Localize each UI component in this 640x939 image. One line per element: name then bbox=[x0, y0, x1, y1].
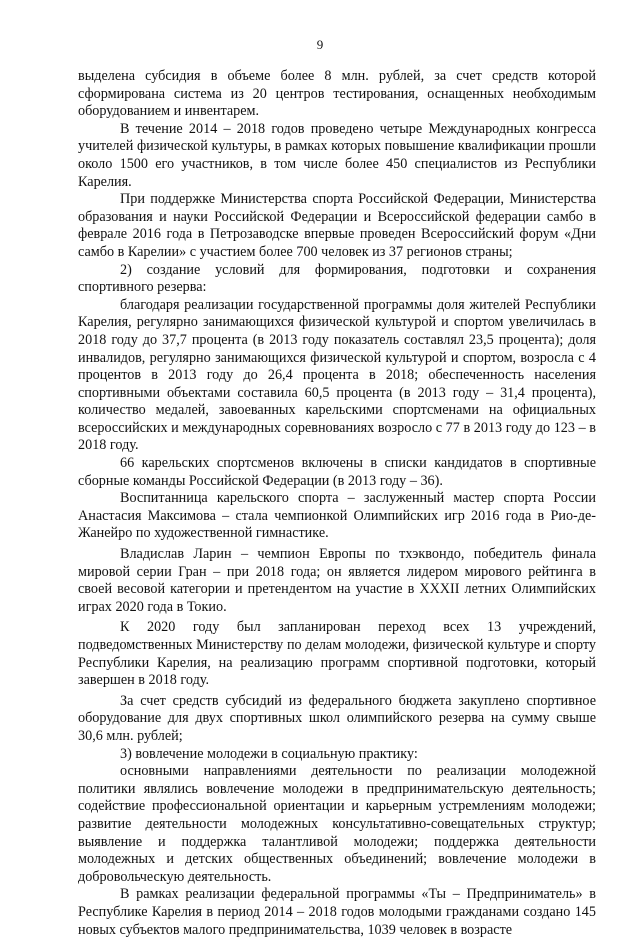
paragraph-entrepreneur-program: В рамках реализации федеральной программы «Ты – Предприниматель» в Республике Карелия в период 2014 – 2018 годов молодыми гражданами создано 145 новых субъектов малого предпринимательства, 1039 человек в возрасте bbox=[78, 886, 596, 938]
paragraph-sports-training-transition: К 2020 году был запланирован переход всех 13 учреждений, подведомственных Министерству по делам молодежи, физической культуре и спорту Республики Карелия, на реализацию программ спортивной подготовки, который завершен в 2018 году. bbox=[78, 619, 596, 689]
paragraph-national-team-candidates: 66 карельских спортсменов включены в списки кандидатов в спортивные сборные команды Российской Федерации (в 2013 году – 36). bbox=[78, 455, 596, 489]
paragraph-item-2-heading: 2) создание условий для формирования, подготовки и сохранения спортивного резерва: bbox=[78, 261, 596, 296]
page-number: 9 bbox=[316, 37, 324, 52]
paragraph-maksimova: Воспитанница карельского спорта – заслуженный мастер спорта России Анастасия Максимова – стала чемпионкой Олимпийских игр 2016 года в Рио-де-Жанейро по художественной гимнастике. bbox=[78, 490, 596, 542]
paragraph-youth-policy: основными направлениями деятельности по реализации молодежной политики являлись вовлечение молодежи в предпринимательскую деятельность; содействие профессиональной ориентации и карьерным устремлениям молодежи; развитие деятельности молодежных консультативно-совещательных структур; выявление и поддержка талантливой молодежи; поддержка деятельности молодежных и детских общественных объединений; вовлечение молодежи в добровольческую деятельность. bbox=[78, 763, 596, 885]
paragraph-item-3-heading: 3) вовлечение молодежи в социальную практику: bbox=[120, 745, 418, 762]
paragraph-subsidy-continuation: выделена субсидия в объеме более 8 млн. рублей, за счет средств которой сформирована система из 20 центров тестирования, оснащенных необходимым оборудованием и инвентарем. bbox=[78, 68, 596, 120]
paragraph-larin: Владислав Ларин – чемпион Европы по тхэквондо, победитель финала мировой серии Гран – при 2018 года; он является лидером мирового рейтинга в своей весовой категории и претендентом на участие в XXXII летних Олимпийских играх 2020 года в Токио. bbox=[78, 546, 596, 615]
paragraph-sambo-forum: При поддержке Министерства спорта Российской Федерации, Министерства образования и науки Российской Федерации и Всероссийской федерации самбо в феврале 2016 года в Петрозаводске впервые проведен Всероссийский форум «Дни самбо в Карелии» с участием более 700 человек из 37 регионов страны; bbox=[78, 191, 596, 260]
paragraph-congresses: В течение 2014 – 2018 годов проведено четыре Международных конгресса учителей физической культуры, в рамках которых повышение квалификации прошли около 1500 его участников, в том числе более 450 специалистов из Республики Карелия. bbox=[78, 120, 596, 190]
paragraph-program-results: благодаря реализации государственной программы доля жителей Республики Карелия, регулярно занимающихся физической культурой и спортом увеличилась в 2018 году до 37,7 процента (в 2013 году показатель составлял 23,5 процента); доля инвалидов, регулярно занимающихся физической культурой и спортом, возросла с 4 процентов в 2013 году до 26,4 процента в 2018; обеспеченность населения спортивными объектами составила 60,5 процента (в 2013 году – 31,4 процента), количество медалей, завоеванных карельскими спортсменами на официальных всероссийских и международных соревнованиях возросло с 77 в 2013 году до 123 – в 2018 году. bbox=[78, 296, 596, 454]
document-body bbox=[78, 68, 596, 939]
paragraph-federal-subsidies: За счет средств субсидий из федерального бюджета закуплено спортивное оборудование для двух спортивных школ олимпийского резерва на сумму свыше 30,6 млн. рублей; bbox=[78, 692, 596, 744]
